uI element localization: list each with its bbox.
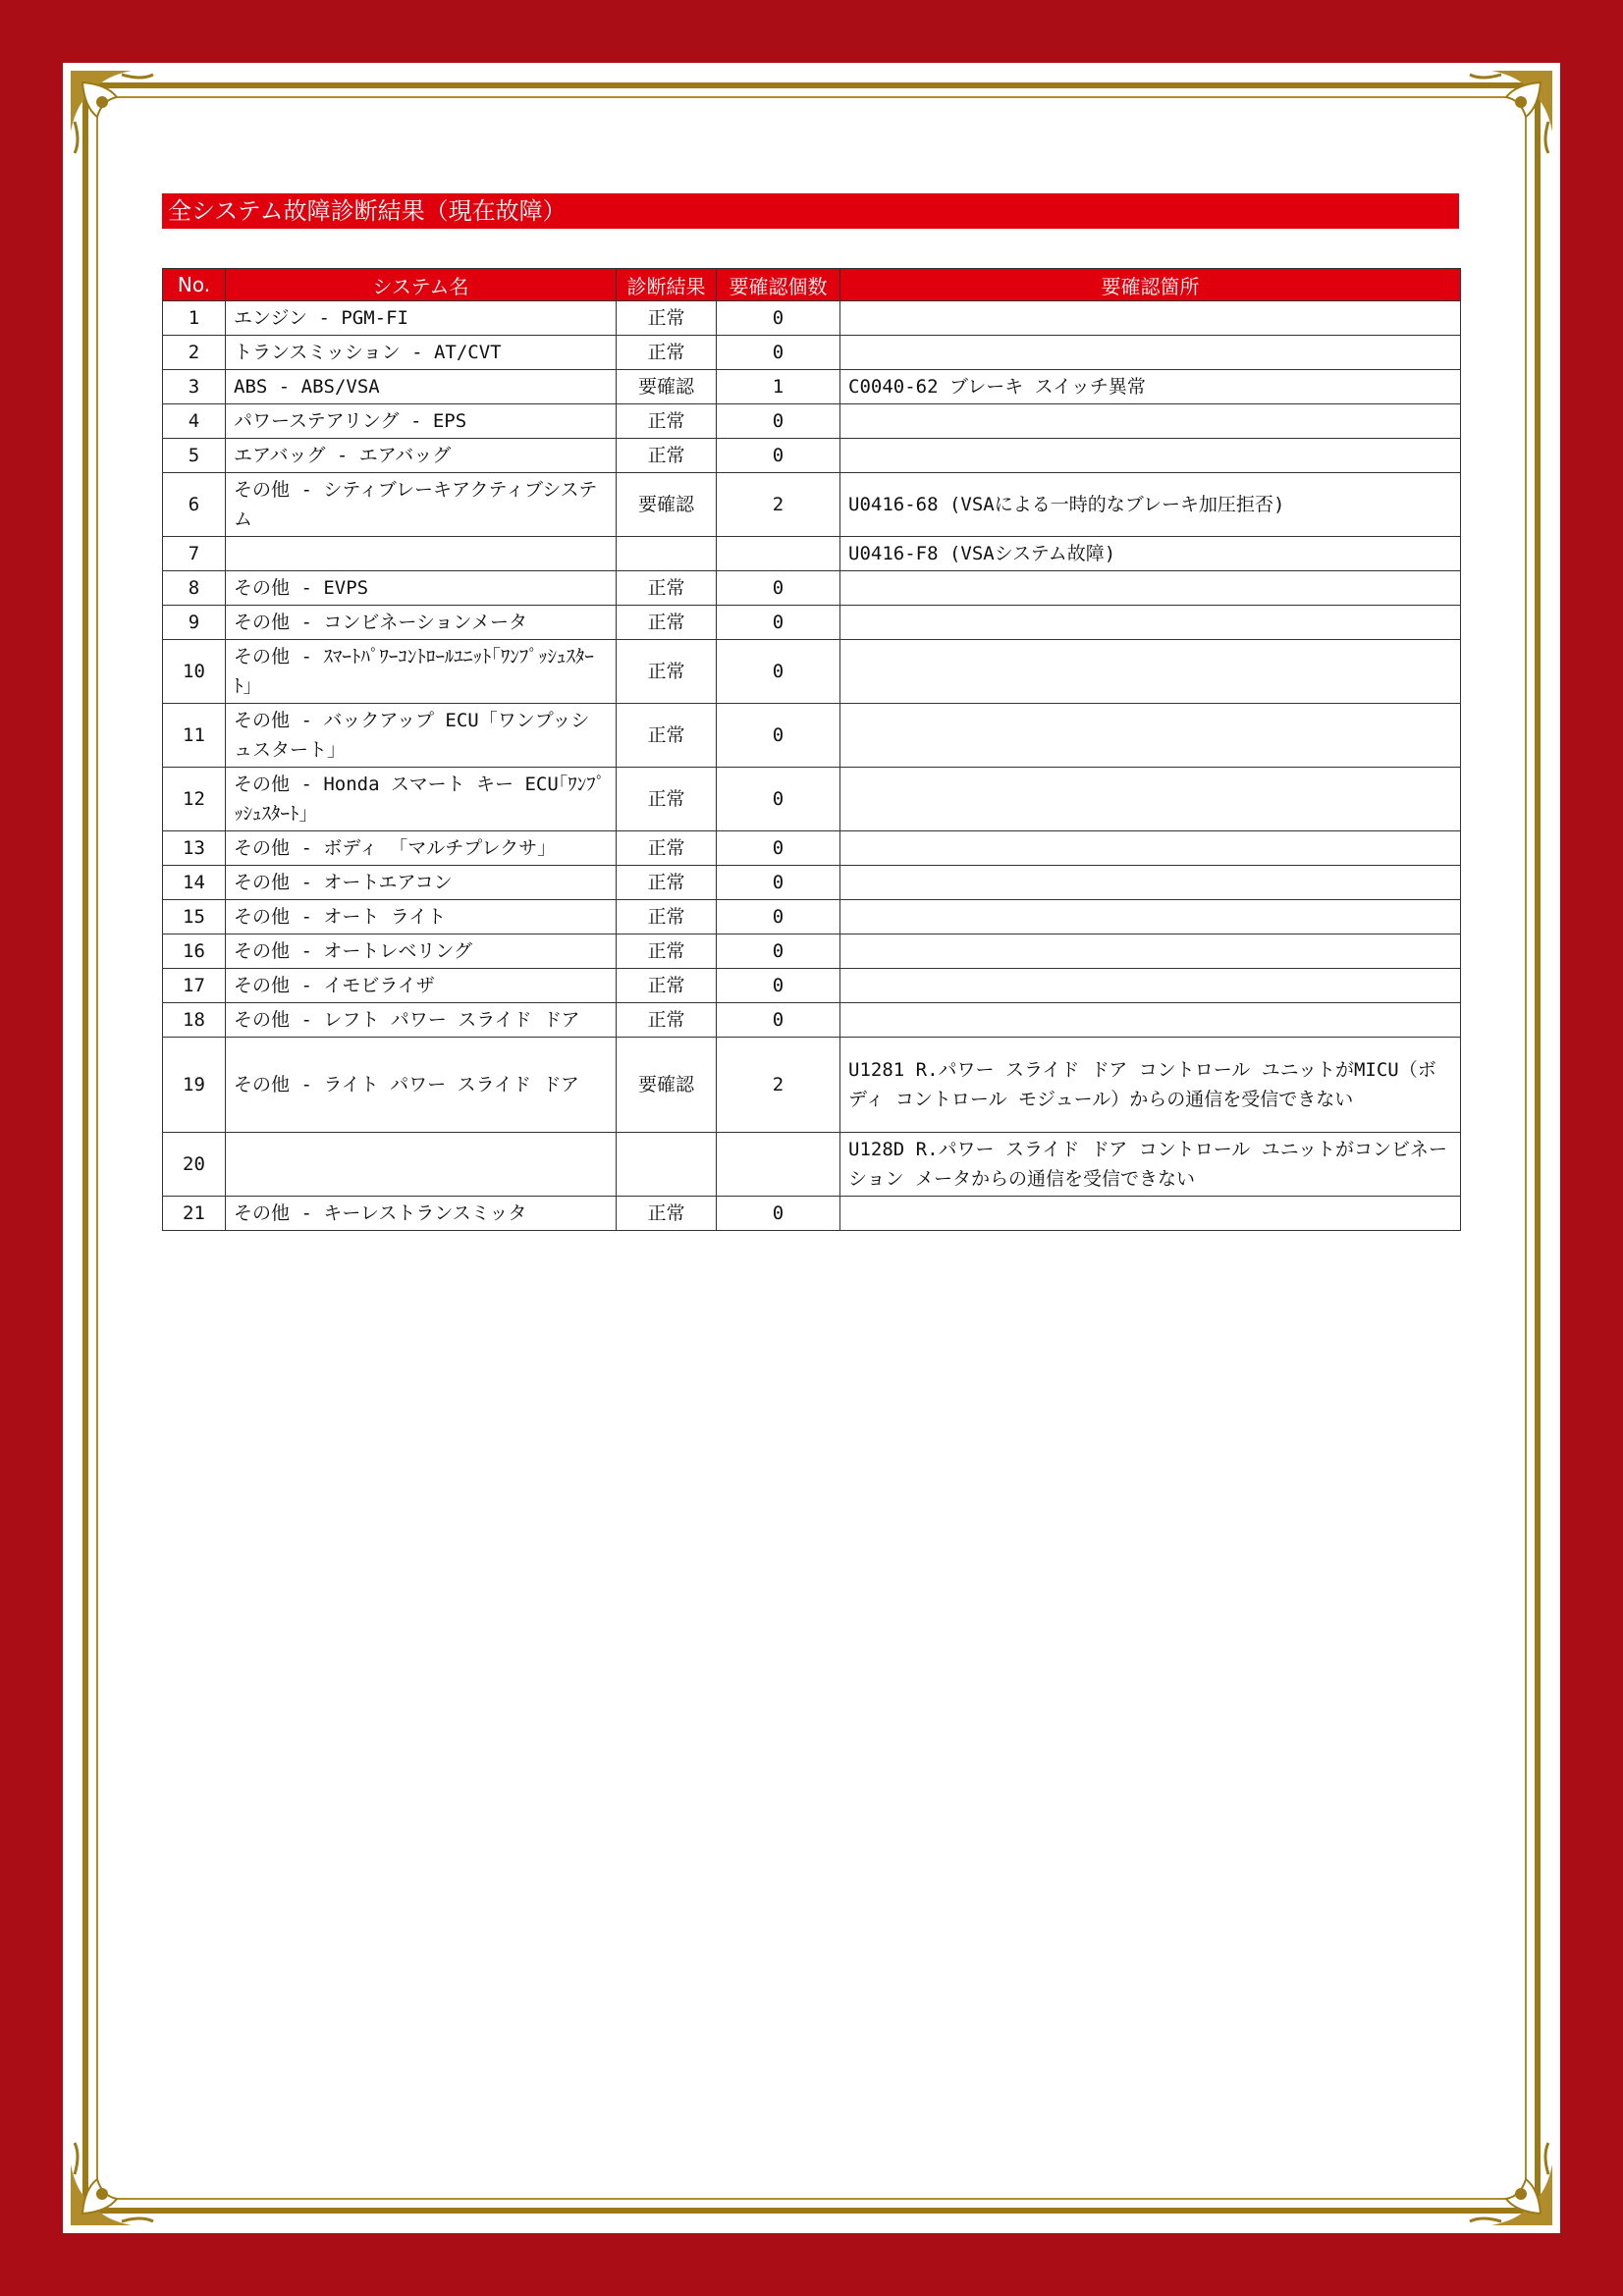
cell-detail bbox=[840, 831, 1461, 866]
cell-no: 12 bbox=[163, 768, 226, 831]
cell-result: 要確認 bbox=[617, 1038, 717, 1133]
cell-count: 0 bbox=[717, 404, 840, 439]
table-row bbox=[163, 831, 1461, 866]
cell-count: 2 bbox=[717, 473, 840, 537]
cell-system: その他 - ｽﾏｰﾄﾊﾟﾜｰｺﾝﾄﾛｰﾙﾕﾆｯﾄ｢ﾜﾝﾌﾟｯｼｭｽﾀｰﾄ｣ bbox=[226, 640, 617, 704]
cell-system: トランスミッション - AT/CVT bbox=[226, 336, 617, 370]
table-row bbox=[163, 1003, 1461, 1038]
cell-count: 0 bbox=[717, 640, 840, 704]
cell-detail bbox=[840, 336, 1461, 370]
table-row bbox=[163, 900, 1461, 934]
table-row bbox=[163, 768, 1461, 831]
cell-no: 8 bbox=[163, 571, 226, 606]
cell-result: 正常 bbox=[617, 1003, 717, 1038]
cell-no: 18 bbox=[163, 1003, 226, 1038]
cell-count: 0 bbox=[717, 704, 840, 768]
ornament-corner-icon bbox=[1452, 63, 1560, 171]
cell-result: 正常 bbox=[617, 336, 717, 370]
table-row bbox=[163, 969, 1461, 1003]
cell-count: 0 bbox=[717, 934, 840, 969]
cell-count: 0 bbox=[717, 866, 840, 900]
cell-result: 要確認 bbox=[617, 370, 717, 404]
table-row bbox=[163, 1038, 1461, 1133]
cell-count: 1 bbox=[717, 370, 840, 404]
table-row bbox=[163, 404, 1461, 439]
cell-count: 0 bbox=[717, 900, 840, 934]
column-header-system: システム名 bbox=[226, 269, 617, 301]
cell-result: 正常 bbox=[617, 934, 717, 969]
cell-count: 0 bbox=[717, 606, 840, 640]
cell-system bbox=[226, 537, 617, 571]
cell-result: 正常 bbox=[617, 640, 717, 704]
table-row bbox=[163, 336, 1461, 370]
cell-result: 正常 bbox=[617, 301, 717, 336]
cell-system: その他 - バックアップ ECU「ワンプッシュスタート」 bbox=[226, 704, 617, 768]
ornament-corner-icon bbox=[63, 2125, 171, 2233]
cell-no: 6 bbox=[163, 473, 226, 537]
cell-detail bbox=[840, 704, 1461, 768]
cell-no: 10 bbox=[163, 640, 226, 704]
cell-system: エアバッグ - エアバッグ bbox=[226, 439, 617, 473]
cell-count: 0 bbox=[717, 969, 840, 1003]
cell-detail bbox=[840, 640, 1461, 704]
cell-system: その他 - ボディ 「マルチプレクサ」 bbox=[226, 831, 617, 866]
cell-detail bbox=[840, 969, 1461, 1003]
column-header-no: No. bbox=[163, 269, 226, 301]
cell-count: 0 bbox=[717, 571, 840, 606]
cell-count: 0 bbox=[717, 336, 840, 370]
cell-count bbox=[717, 537, 840, 571]
cell-system: パワーステアリング - EPS bbox=[226, 404, 617, 439]
cell-system: その他 - キーレストランスミッタ bbox=[226, 1197, 617, 1231]
cell-no: 19 bbox=[163, 1038, 226, 1133]
table-row bbox=[163, 370, 1461, 404]
cell-no: 7 bbox=[163, 537, 226, 571]
cell-no: 13 bbox=[163, 831, 226, 866]
cell-no: 2 bbox=[163, 336, 226, 370]
cell-detail: U0416-F8 (VSAシステム故障) bbox=[840, 537, 1461, 571]
cell-detail: C0040-62 ブレーキ スイッチ異常 bbox=[840, 370, 1461, 404]
cell-detail bbox=[840, 900, 1461, 934]
column-header-count: 要確認個数 bbox=[717, 269, 840, 301]
cell-system: エンジン - PGM-FI bbox=[226, 301, 617, 336]
cell-detail bbox=[840, 439, 1461, 473]
cell-system: その他 - シティブレーキアクティブシステム bbox=[226, 473, 617, 537]
cell-result: 正常 bbox=[617, 831, 717, 866]
cell-detail bbox=[840, 1197, 1461, 1231]
cell-detail bbox=[840, 768, 1461, 831]
cell-result bbox=[617, 1133, 717, 1197]
cell-count: 0 bbox=[717, 768, 840, 831]
cell-result: 正常 bbox=[617, 571, 717, 606]
cell-count bbox=[717, 1133, 840, 1197]
cell-detail: U0416-68 (VSAによる一時的なブレーキ加圧拒否) bbox=[840, 473, 1461, 537]
section-title: 全システム故障診断結果（現在故障） bbox=[162, 193, 1459, 229]
cell-count: 0 bbox=[717, 439, 840, 473]
cell-detail bbox=[840, 606, 1461, 640]
table-row bbox=[163, 439, 1461, 473]
table-row bbox=[163, 606, 1461, 640]
cell-result: 正常 bbox=[617, 866, 717, 900]
cell-system bbox=[226, 1133, 617, 1197]
cell-result: 正常 bbox=[617, 404, 717, 439]
table-row bbox=[163, 640, 1461, 704]
cell-detail bbox=[840, 934, 1461, 969]
cell-result: 正常 bbox=[617, 768, 717, 831]
report-page bbox=[63, 63, 1560, 2233]
cell-no: 1 bbox=[163, 301, 226, 336]
cell-count: 0 bbox=[717, 1003, 840, 1038]
column-header-detail: 要確認箇所 bbox=[840, 269, 1461, 301]
table-row bbox=[163, 1197, 1461, 1231]
cell-detail bbox=[840, 301, 1461, 336]
cell-no: 11 bbox=[163, 704, 226, 768]
cell-system: その他 - EVPS bbox=[226, 571, 617, 606]
cell-detail: U1281 R.パワー スライド ドア コントロール ユニットがMICU（ボディ コントロール モジュール）からの通信を受信できない bbox=[840, 1038, 1461, 1133]
table-row bbox=[163, 571, 1461, 606]
cell-no: 20 bbox=[163, 1133, 226, 1197]
cell-system: その他 - レフト パワー スライド ドア bbox=[226, 1003, 617, 1038]
cell-count: 0 bbox=[717, 831, 840, 866]
cell-no: 9 bbox=[163, 606, 226, 640]
ornament-corner-icon bbox=[63, 63, 171, 171]
cell-no: 4 bbox=[163, 404, 226, 439]
cell-detail bbox=[840, 571, 1461, 606]
cell-system: その他 - Honda スマート キー ECU｢ﾜﾝﾌﾟｯｼｭｽﾀｰﾄ｣ bbox=[226, 768, 617, 831]
cell-no: 5 bbox=[163, 439, 226, 473]
cell-count: 2 bbox=[717, 1038, 840, 1133]
table-header-row bbox=[163, 269, 1461, 301]
cell-no: 16 bbox=[163, 934, 226, 969]
table-row bbox=[163, 473, 1461, 537]
column-header-result: 診断結果 bbox=[617, 269, 717, 301]
cell-detail: U128D R.パワー スライド ドア コントロール ユニットがコンビネーション メータからの通信を受信できない bbox=[840, 1133, 1461, 1197]
table-row bbox=[163, 704, 1461, 768]
cell-result: 正常 bbox=[617, 439, 717, 473]
cell-no: 21 bbox=[163, 1197, 226, 1231]
cell-no: 3 bbox=[163, 370, 226, 404]
table-row bbox=[163, 301, 1461, 336]
table-row bbox=[163, 537, 1461, 571]
cell-system: その他 - イモビライザ bbox=[226, 969, 617, 1003]
cell-detail bbox=[840, 866, 1461, 900]
cell-system: その他 - コンビネーションメータ bbox=[226, 606, 617, 640]
ornament-corner-icon bbox=[1452, 2125, 1560, 2233]
cell-result: 正常 bbox=[617, 969, 717, 1003]
cell-no: 15 bbox=[163, 900, 226, 934]
cell-result: 正常 bbox=[617, 1197, 717, 1231]
cell-system: その他 - オートレベリング bbox=[226, 934, 617, 969]
table-row bbox=[163, 866, 1461, 900]
cell-count: 0 bbox=[717, 1197, 840, 1231]
cell-result: 要確認 bbox=[617, 473, 717, 537]
diagnosis-table bbox=[162, 268, 1461, 1231]
cell-system: ABS - ABS/VSA bbox=[226, 370, 617, 404]
cell-no: 14 bbox=[163, 866, 226, 900]
cell-no: 17 bbox=[163, 969, 226, 1003]
cell-result: 正常 bbox=[617, 704, 717, 768]
table-row bbox=[163, 1133, 1461, 1197]
cell-detail bbox=[840, 1003, 1461, 1038]
table-row bbox=[163, 934, 1461, 969]
cell-result: 正常 bbox=[617, 900, 717, 934]
cell-result bbox=[617, 537, 717, 571]
cell-system: その他 - ライト パワー スライド ドア bbox=[226, 1038, 617, 1133]
cell-result: 正常 bbox=[617, 606, 717, 640]
cell-system: その他 - オート ライト bbox=[226, 900, 617, 934]
cell-system: その他 - オートエアコン bbox=[226, 866, 617, 900]
cell-detail bbox=[840, 404, 1461, 439]
cell-count: 0 bbox=[717, 301, 840, 336]
